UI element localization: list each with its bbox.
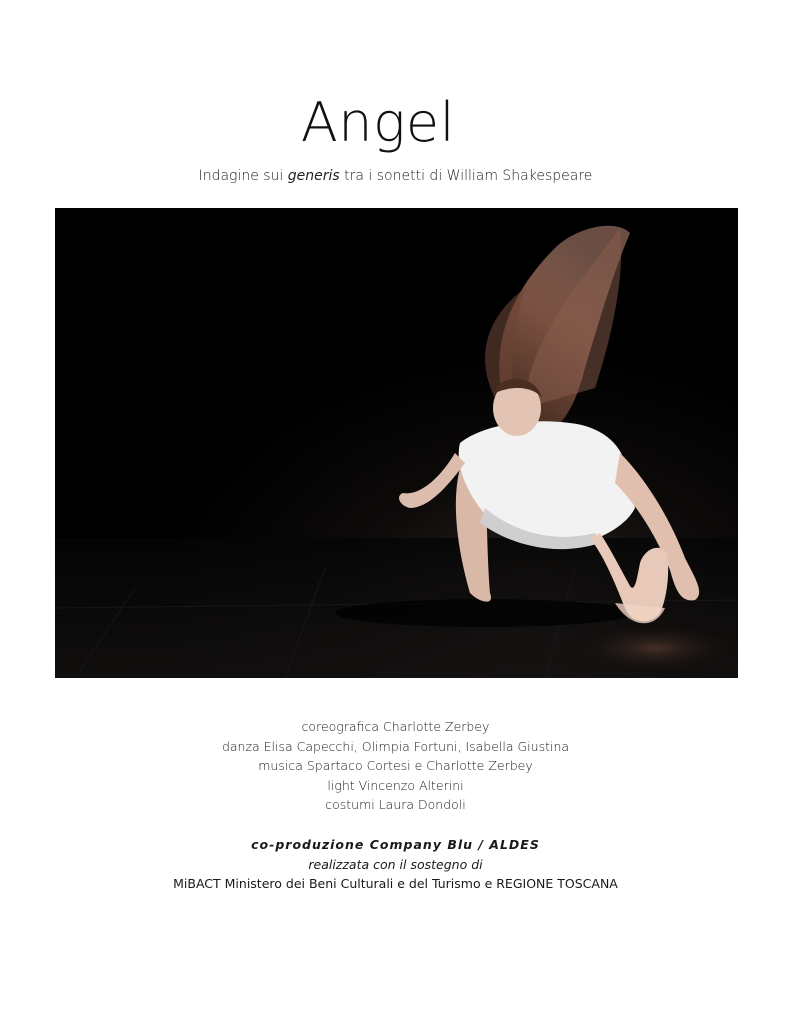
credit-light: light Vincenzo Alterini bbox=[327, 777, 464, 793]
subtitle-text-before: Indagine sui bbox=[198, 168, 288, 184]
performance-photo bbox=[55, 208, 738, 678]
subtitle-italic-word: generis bbox=[287, 168, 340, 184]
credits-block bbox=[0, 717, 791, 815]
production-block bbox=[0, 835, 791, 894]
page-subtitle bbox=[0, 167, 791, 185]
credit-dance: danza Elisa Capecchi, Olimpia Fortuni, Isabella Giustina bbox=[221, 738, 570, 754]
sponsors-line: MiBACT Ministero dei Beni Culturali e del Turismo e REGIONE TOSCANA bbox=[173, 876, 618, 891]
page-title: Angel bbox=[300, 91, 456, 154]
credit-music: musica Spartaco Cortesi e Charlotte Zerbey bbox=[258, 758, 533, 773]
subtitle-text-after: tra i sonetti di William Shakespeare bbox=[339, 168, 593, 184]
coproduction-line: co-produzione Company Blu / ALDES bbox=[251, 837, 540, 852]
dancer-photo-illustration bbox=[55, 208, 738, 678]
support-line: realizzata con il sostegno di bbox=[308, 856, 483, 872]
credit-choreography: coreografica Charlotte Zerbey bbox=[301, 719, 490, 734]
credit-costumes: costumi Laura Dondoli bbox=[325, 797, 466, 812]
